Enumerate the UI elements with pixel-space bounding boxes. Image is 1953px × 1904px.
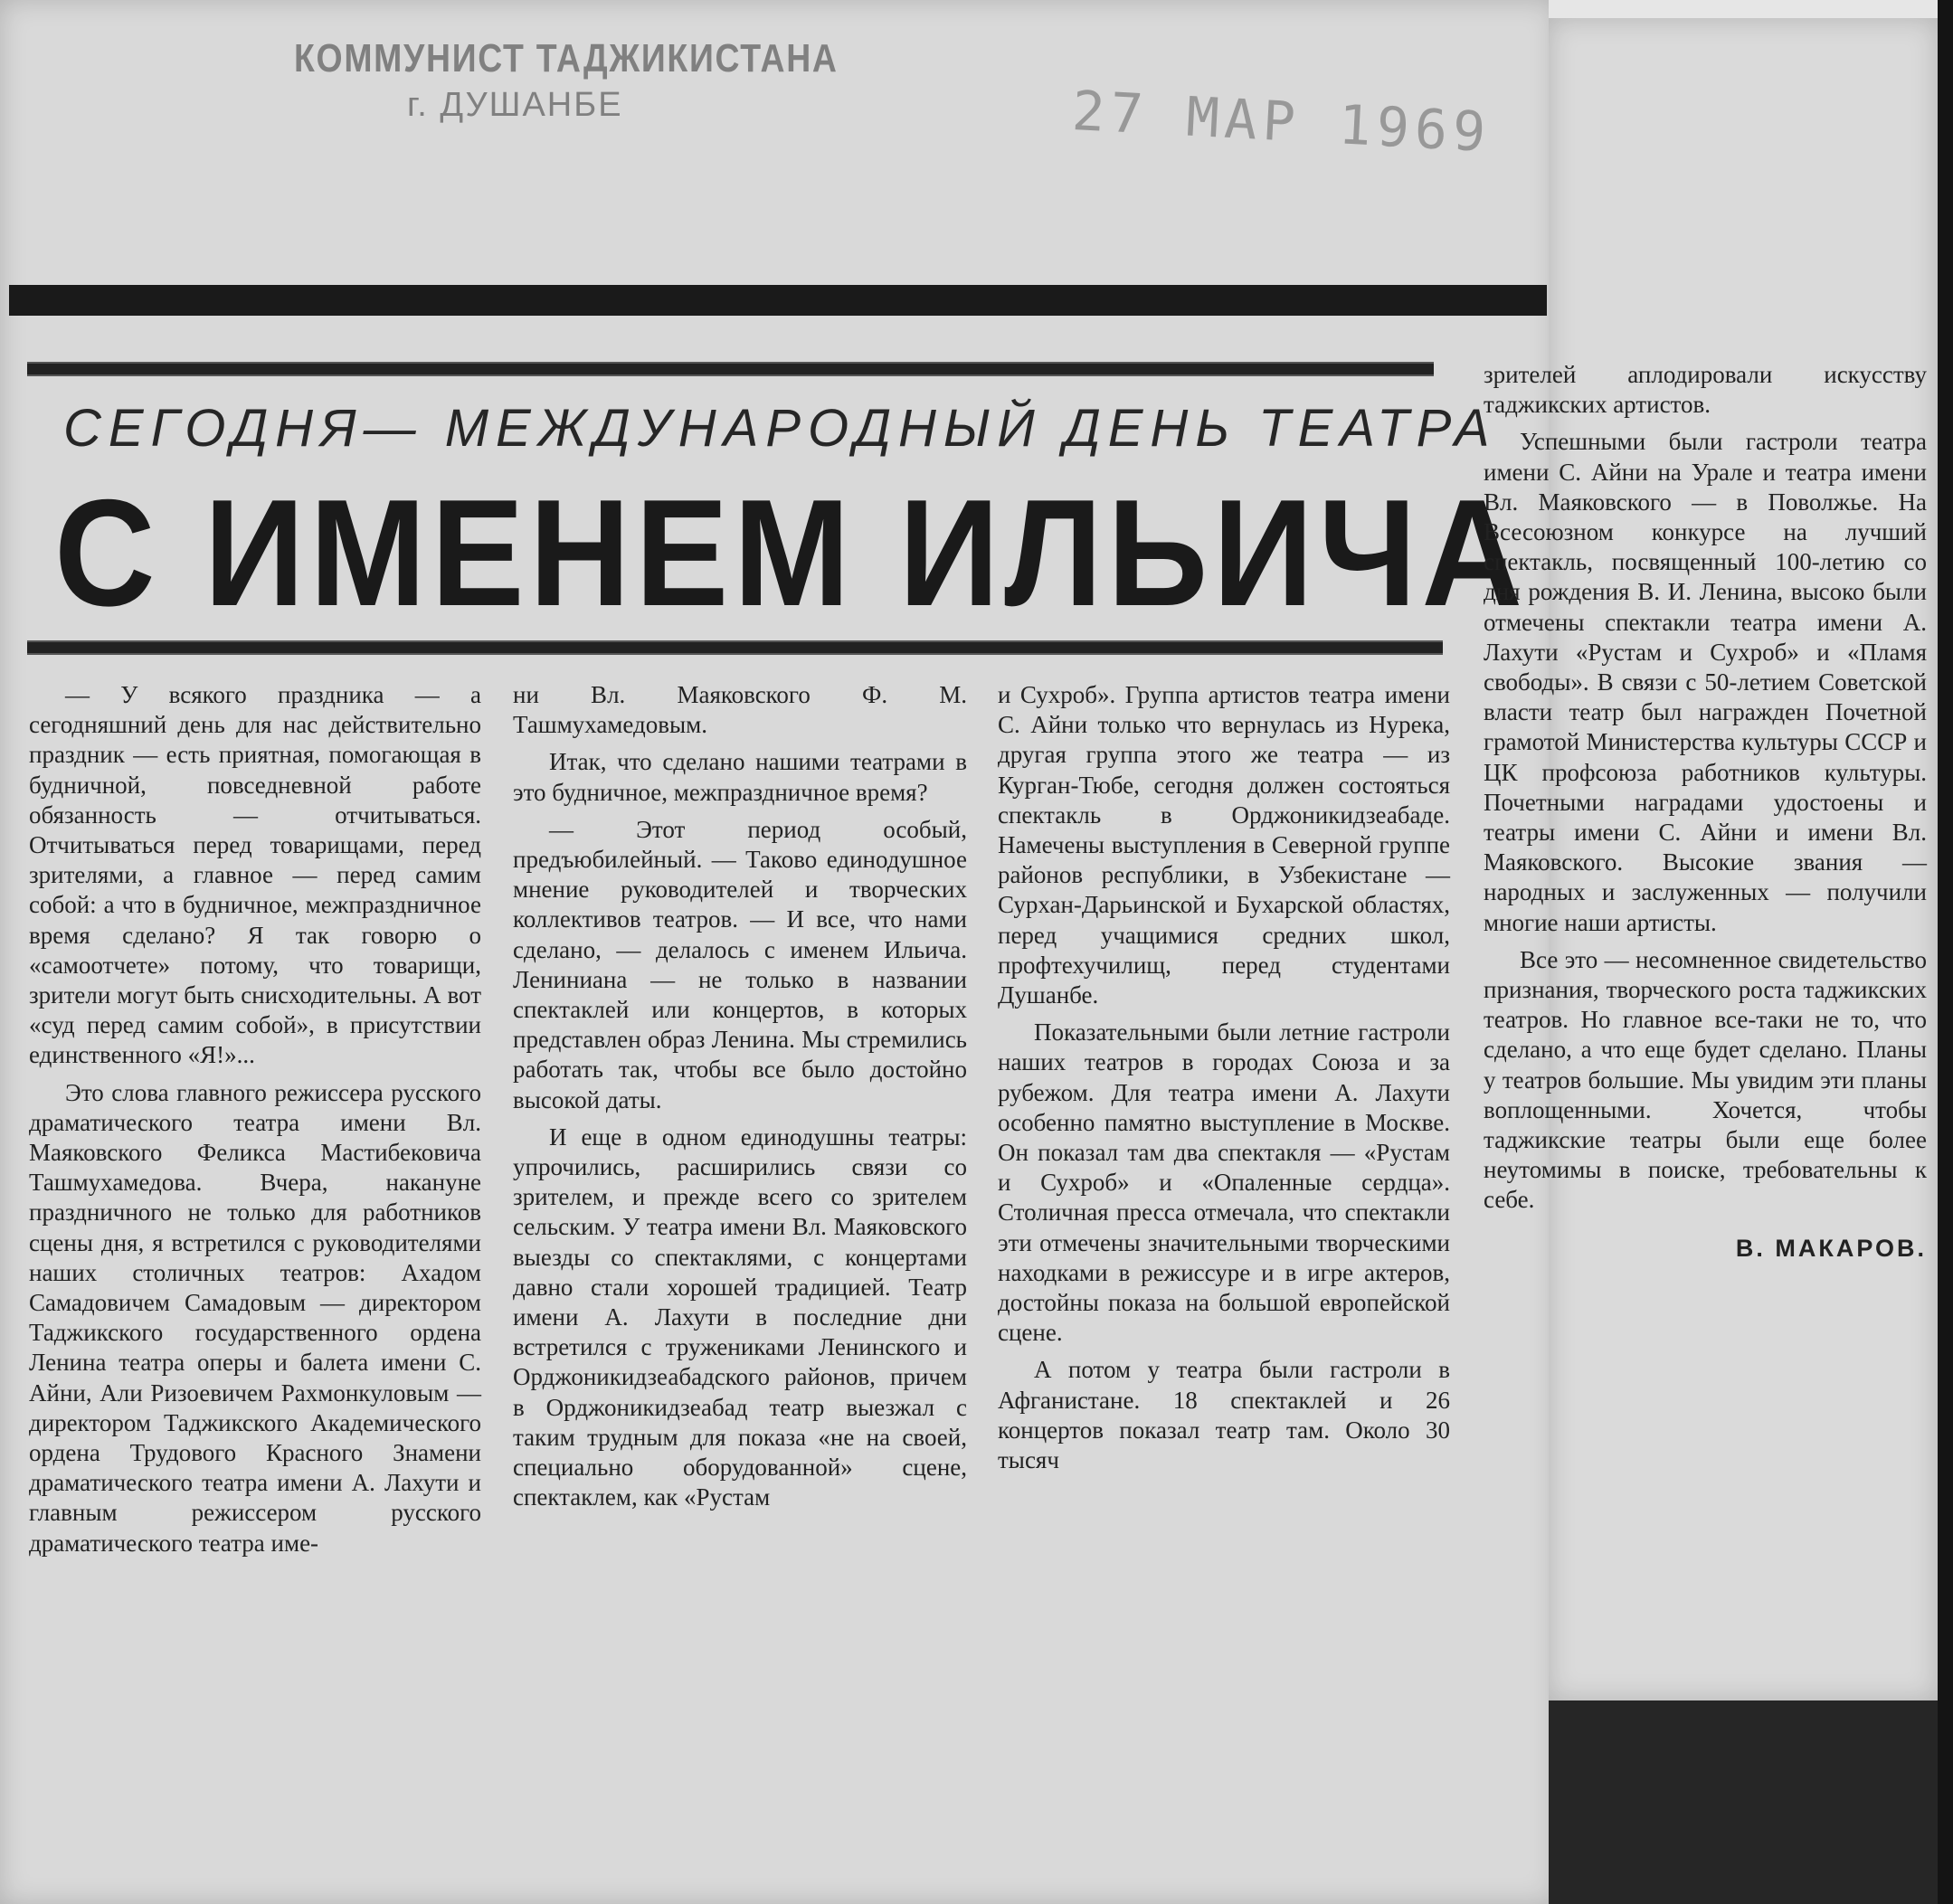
paragraph: Итак, что сделано нашими театрами в это будничное, межпраздничное время? xyxy=(513,748,967,806)
background-right-edge xyxy=(1938,0,1953,1904)
paragraph: ни Вл. Маяковского Ф. М. Ташмухамедовым. xyxy=(513,681,967,739)
article-headline: С ИМЕНЕМ ИЛЬИЧА xyxy=(54,468,1528,638)
article-column-1 xyxy=(29,680,481,1558)
newspaper-stamp-city: г. ДУШАНБЕ xyxy=(407,86,623,124)
article-column-4 xyxy=(1484,360,1927,1264)
paragraph: И еще в одном единодушны театры: упрочились, расширились связи со зрителем, и прежде всего со зрителем сельским. У театра имени Вл. Маяковского выезды со спектаклями, с концертами давно стали хорошей традицией. Театр имени А. Лахути в последние дни встретился с тружениками Ленинского и Орджоникидзеабадского районов, причем в Орджоникидзеабад театр выезжал с таким трудным для показа «не на своей, специально оборудованной» сцене, спектаклем, как «Рустам xyxy=(513,1123,967,1511)
paragraph: — У всякого праздника — а сегодняшний день для нас действительно праздник — есть приятная, помогающая в будничной, повседневной работе обязанность — отчитываться. Отчитываться перед товарищами, перед зрителями, а главное — перед самим собой: а что в будничное, межпраздничное время сделано? Я так говорю о «самоотчете» потому, что товарищи, зрители могут быть снисходительны. А вот «суд перед самим собой», в присутствии единственного «Я!»... xyxy=(29,681,481,1069)
top-divider xyxy=(9,285,1547,316)
paragraph: Показательными были летние гастроли наших театров в городах Союза и за рубежом. Для театра имени А. Лахути особенно памятно выступление в Москве. Он показал там два спектакля — «Рустам и Сухроб» и «Опаленные сердца». Столичная пресса отмечала, что спектакли эти отмечены значительными творческими находками в режиссуре и в игре актеров, достойны показа на большой европейской сцене. xyxy=(998,1018,1450,1347)
headline-rule-top xyxy=(27,362,1434,376)
author-signature: В. МАКАРОВ. xyxy=(1735,1234,1927,1262)
paragraph: Успешными были гастроли театра имени С. Айни на Урале и театра имени Вл. Маяковского — в Поволжье. На Всесоюзном конкурсе на лучший спектакль, посвященный 100-летию со дня рождения В. И. Ленина, высоко были отмечены спектакли театра имени А. Лахути «Рустам и Сухроб» и «Пламя свободы». В связи с 50-летием Советской власти театр был награжден Почетной грамотой Министерства культуры СССР и ЦК профсоюза работников культуры. Почетными наградами удостоены и театры имени С. Айни и имени Вл. Маяковского. Высокие звания — народных и заслуженных — получили многие наши артисты. xyxy=(1484,428,1927,936)
paragraph: и Сухроб». Группа артистов театра имени С. Айни только что вернулась из Нурека, другая группа этого же театра — из Курган-Тюбе, сегодня должен состояться спектакль в Орджоникидзеабаде. Намечены выступления в Северной группе районов республики, в Узбекистане — Сурхан-Дарьинской и Бухарской областях, перед учащимися средних школ, профтехучилищ, перед студентами Душанбе. xyxy=(998,681,1450,1009)
paragraph: — Этот период особый, предъюбилейный. — Таково единодушное мнение руководителей и творческих коллективов театров. — И все, что нами сделано, — делалось с именем Ильича. Лениниана — не только в названии спектаклей или концертов, в которых представлен образ Ленина. Мы стремились работать так, чтобы все было достойно высокой даты. xyxy=(513,815,967,1113)
paragraph: А потом у театра были гастроли в Афганистане. 18 спектаклей и 26 концертов показал театр там. Около 30 тысяч xyxy=(998,1356,1450,1474)
newspaper-stamp-title: КОММУНИСТ ТАДЖИКИСТАНА xyxy=(294,36,839,81)
date-stamp: 27 МАР 1969 xyxy=(1070,79,1493,166)
headline-rule-bottom xyxy=(27,640,1443,655)
article-kicker: СЕГОДНЯ— МЕЖДУНАРОДНЫЙ ДЕНЬ ТЕАТРА xyxy=(63,399,1497,458)
article-column-3 xyxy=(998,680,1450,1475)
article-column-2 xyxy=(513,680,967,1512)
paragraph: Все это — несомненное свидетельство признания, творческого роста таджикских театров. Но главное все-таки не то, что сделано, а что еще будет сделано. Планы у театров большие. Мы увидим эти планы воплощенными. Хочется, чтобы таджикские театры были еще более неутомимы в поиске, требовательны к себе. xyxy=(1484,945,1927,1214)
background-lower-right xyxy=(1549,1700,1953,1904)
background-top-right xyxy=(1549,0,1938,18)
paragraph: зрителей аплодировали искусству таджикских артистов. xyxy=(1484,361,1927,419)
paragraph: Это слова главного режиссера русского драматического театра имени Вл. Маяковского Феликса Мастибековича Ташмухамедова. Вчера, накануне праздничного не только для работников сцены дня, я встретился с руководителями наших столичных театров: Ахадом Самадовичем Самадовым — директором Таджикского государственного ордена Ленина театра оперы и балета имени С. Айни, Али Ризоевичем Рахмонкуловым — директором Таджикского Академического ордена Трудового Красного Знамени драматического театра имени А. Лахути и главным режиссером русского драматического театра име- xyxy=(29,1078,481,1557)
